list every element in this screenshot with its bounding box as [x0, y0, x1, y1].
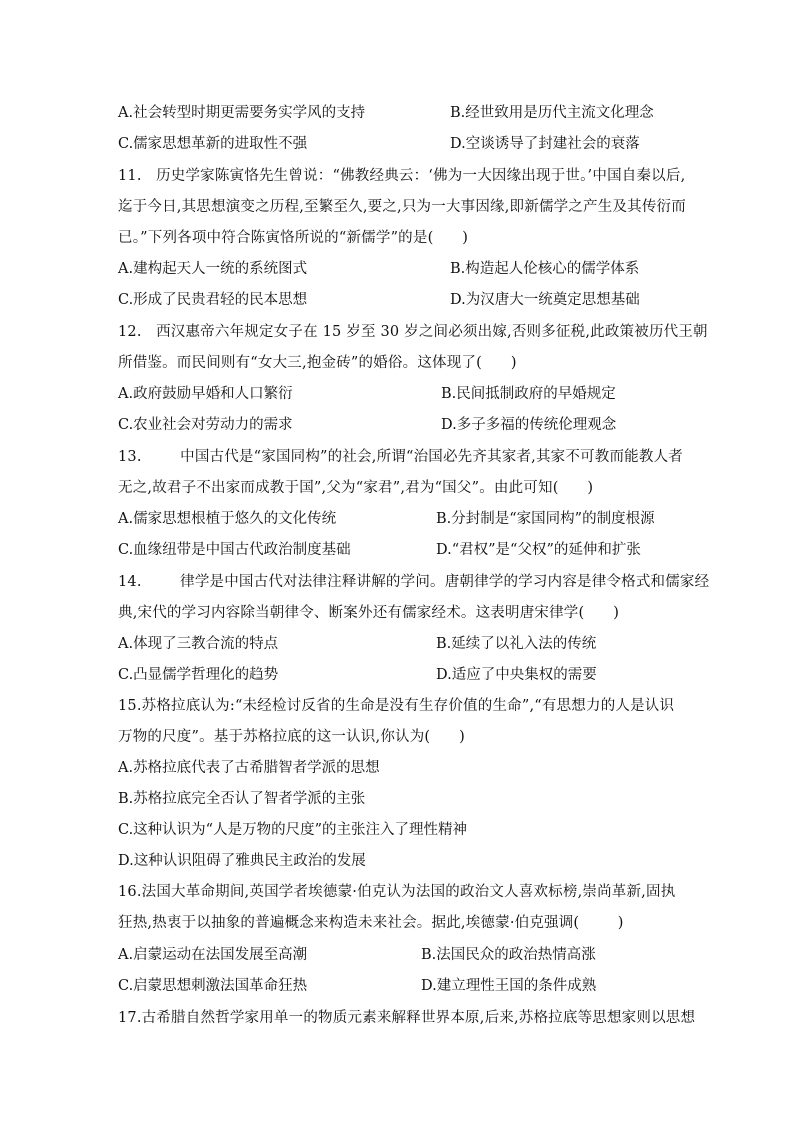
q10-option-d[interactable]: D.空谈诱导了封建社会的衰落 — [450, 136, 640, 152]
q13-option-b[interactable]: B.分封制是“家国同构”的制度根源 — [436, 511, 655, 527]
q13-option-c[interactable]: C.血缘纽带是中国古代政治制度基础 — [118, 542, 351, 558]
q10-option-b[interactable]: B.经世致用是历代主流文化理念 — [450, 105, 654, 121]
q16-option-b[interactable]: B.法国民众的政治热情高涨 — [421, 947, 596, 963]
q15-option-b[interactable]: B.苏格拉底完全否认了智者学派的主张 — [118, 791, 366, 807]
q14-option-a[interactable]: A.体现了三教合流的特点 — [118, 636, 279, 652]
q14-option-c[interactable]: C.凸显儒学哲理化的趋势 — [118, 667, 279, 683]
q11-option-b[interactable]: B.构造起人伦核心的儒学体系 — [450, 261, 640, 277]
q15-option-d[interactable]: D.这种认识阻碍了雅典民主政治的发展 — [118, 853, 366, 869]
q12-stem-line2: 所借鉴。而民间则有“女大三,抱金砖”的婚俗。这体现了( ) — [118, 355, 517, 371]
q16-option-d[interactable]: D.建立理性王国的条件成熟 — [421, 978, 597, 994]
q11-stem-line2: 迄于今日,其思想演变之历程,至繁至久,要之,只为一大事因缘,即新儒学之产生及其传衍而 — [118, 199, 686, 215]
q15-stem-line1: 15.苏格拉底认为:“未经检讨反省的生命是没有生存价值的生命”,“有思想力的人是认识 — [118, 698, 675, 714]
q12-option-b[interactable]: B.民间抵制政府的早婚规定 — [441, 386, 616, 402]
q13-option-d[interactable]: D.“君权”是“父权”的延伸和扩张 — [436, 542, 641, 558]
q13-stem-line2: 无之,故君子不出家而成教于国”,父为“家君”,君为“国父”。由此可知( ) — [118, 480, 594, 496]
q10-option-a[interactable]: A.社会转型时期更需要务实学风的支持 — [118, 105, 366, 121]
q17-stem-line1: 17.古希腊自然哲学家用单一的物质元素来解释世界本原,后来,苏格拉底等思想家则以思想 — [118, 1010, 696, 1026]
q10-option-c[interactable]: C.儒家思想革新的进取性不强 — [118, 136, 308, 152]
q11-option-a[interactable]: A.建构起天人一统的系统图式 — [118, 261, 308, 277]
q14-option-b[interactable]: B.延续了以礼入法的传统 — [436, 636, 597, 652]
q15-stem-line2: 万物的尺度”。基于苏格拉底的这一认识,你认为( ) — [118, 729, 465, 745]
q11-option-c[interactable]: C.形成了民贵君轻的民本思想 — [118, 292, 308, 308]
q14-option-d[interactable]: D.适应了中央集权的需要 — [436, 667, 597, 683]
q15-option-a[interactable]: A.苏格拉底代表了古希腊智者学派的思想 — [118, 760, 380, 776]
q12-stem-line1: 12. 西汉惠帝六年规定女子在 15 岁至 30 岁之间必须出嫁,否则多征税,此政策被历代王朝 — [118, 324, 708, 340]
q16-stem-line1: 16.法国大革命期间,英国学者埃德蒙·伯克认为法国的政治文人喜欢标榜,崇尚革新,固执 — [118, 884, 676, 900]
q16-stem-line2: 狂热,热衷于以抽象的普遍概念来构造未来社会。据此,埃德蒙·伯克强调( ) — [118, 915, 624, 931]
q14-stem-line2: 典,宋代的学习内容除当朝律令、断案外还有儒家经术。这表明唐宋律学( ) — [118, 605, 620, 621]
q12-option-a[interactable]: A.政府鼓励早婚和人口繁衍 — [118, 386, 293, 402]
q16-option-c[interactable]: C.启蒙思想刺激法国革命狂热 — [118, 978, 308, 994]
q14-stem-line1: 14. 律学是中国古代对法律注释讲解的学问。唐朝律学的学习内容是律令格式和儒家经 — [118, 574, 710, 590]
q11-stem-line3: 已。”下列各项中符合陈寅恪所说的“新儒学”的是( ) — [118, 230, 469, 246]
q15-option-c[interactable]: C.这种认识为“人是万物的尺度”的主张注入了理性精神 — [118, 822, 468, 838]
q11-option-d[interactable]: D.为汉唐大一统奠定思想基础 — [450, 292, 640, 308]
q11-stem-line1: 11. 历史学家陈寅恪先生曾说：“佛教经典云：‘佛为一大因缘出现于世。’中国自秦以后, — [118, 168, 686, 184]
q16-option-a[interactable]: A.启蒙运动在法国发展至高潮 — [118, 947, 308, 963]
q13-option-a[interactable]: A.儒家思想根植于悠久的文化传统 — [118, 511, 337, 527]
q12-option-d[interactable]: D.多子多福的传统伦理观念 — [441, 417, 617, 433]
q12-option-c[interactable]: C.农业社会对劳动力的需求 — [118, 417, 293, 433]
q13-stem-line1: 13. 中国古代是“家国同构”的社会,所谓“治国必先齐其家者,其家不可教而能教人者 — [118, 449, 683, 465]
